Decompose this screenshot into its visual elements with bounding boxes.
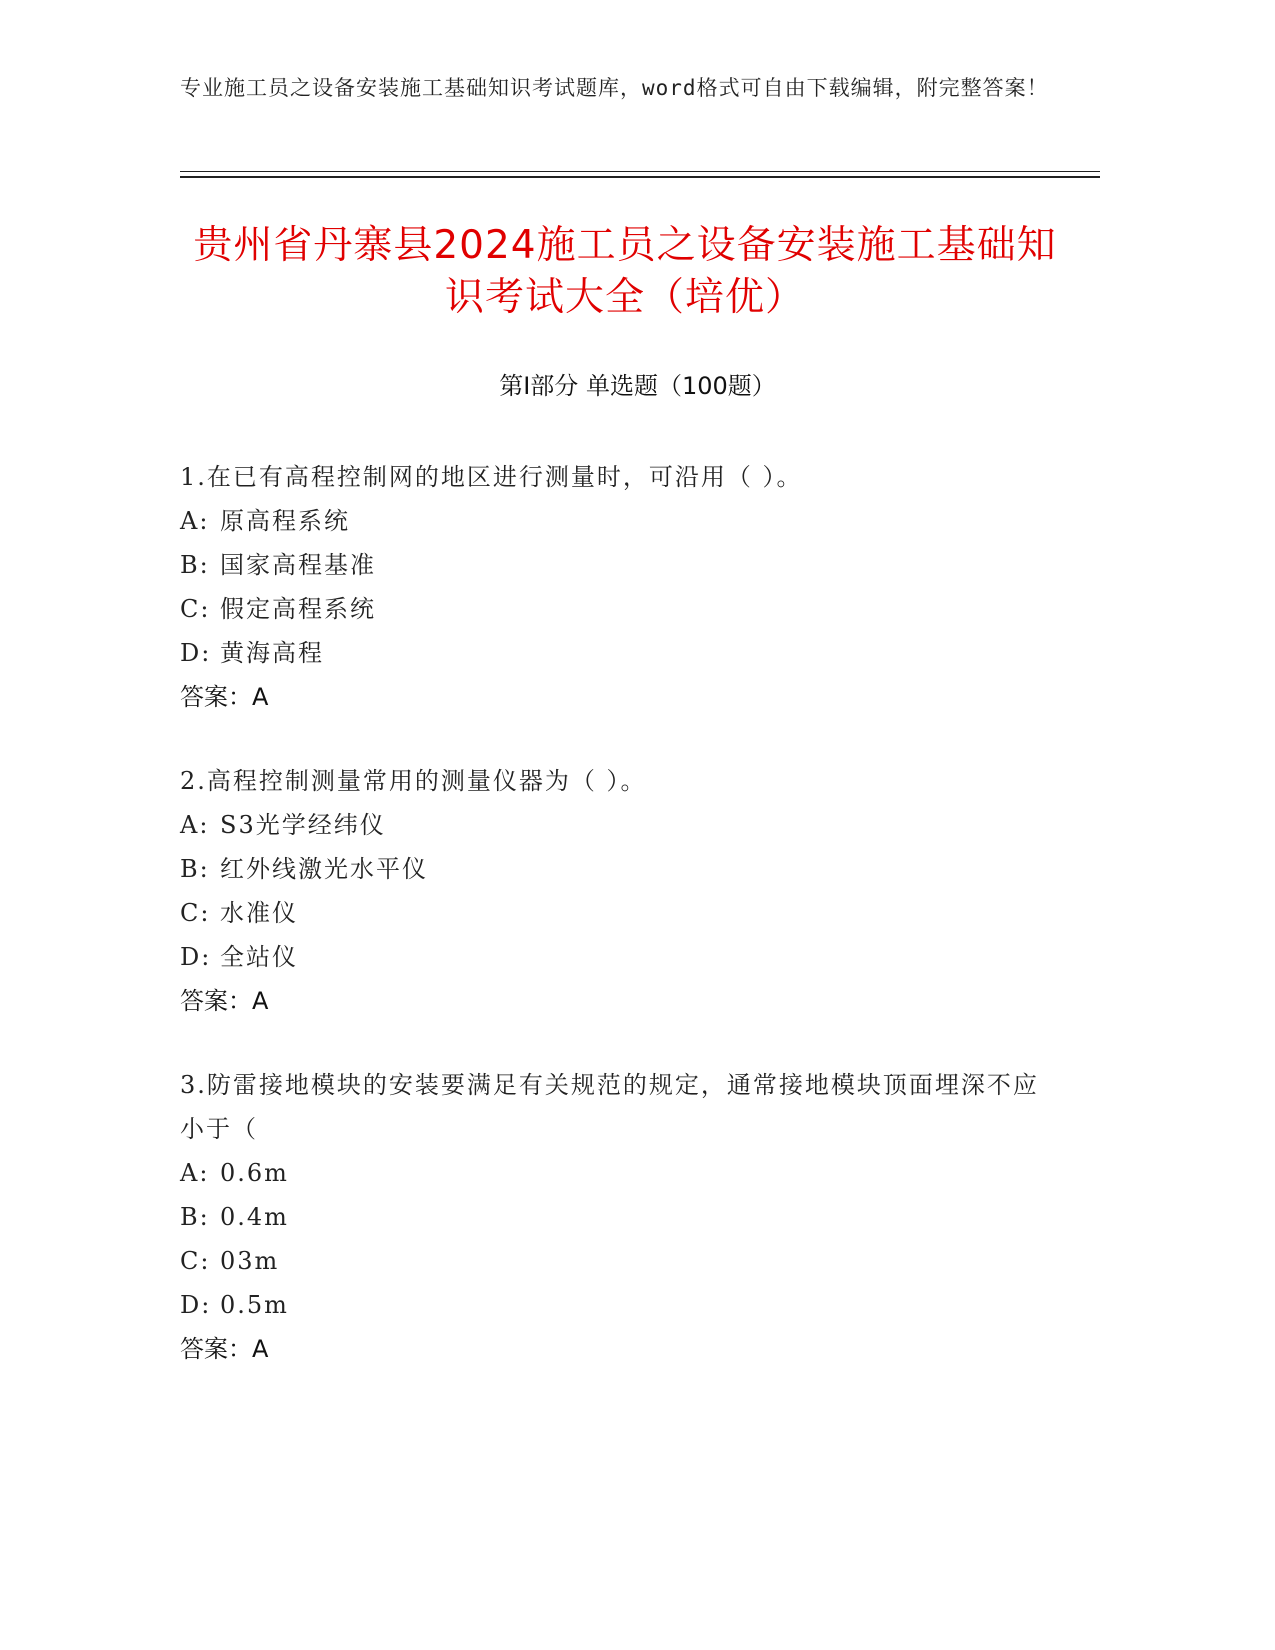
option-b <box>180 847 1060 891</box>
option-text: 原高程系统 <box>220 507 350 535</box>
option-a <box>180 1151 1060 1195</box>
question-text: 3.防雷接地模块的安装要满足有关规范的规定，通常接地模块顶面埋深不应小于（ <box>180 1071 1039 1143</box>
header-divider-thin <box>180 171 1100 172</box>
option-text: 全站仪 <box>220 943 298 971</box>
option-text: 红外线激光水平仪 <box>220 855 428 883</box>
option-label: B: <box>180 551 210 579</box>
document-title: 贵州省丹寨县2024施工员之设备安装施工基础知识考试大全（培优） <box>193 223 1057 320</box>
option-text: S3光学经纬仪 <box>220 811 386 839</box>
option-label: B: <box>180 855 210 883</box>
option-a <box>180 803 1060 847</box>
answer-line: 答案：A <box>180 683 269 711</box>
question-text: 1.在已有高程控制网的地区进行测量时，可沿用（ ）。 <box>180 463 803 491</box>
option-label: C: <box>180 1247 211 1275</box>
question-text: 2.高程控制测量常用的测量仪器为（ ）。 <box>180 767 647 795</box>
option-text: 水准仪 <box>220 899 298 927</box>
option-label: D: <box>180 943 212 971</box>
option-text: 黄海高程 <box>220 639 324 667</box>
header-note: 专业施工员之设备安装施工基础知识考试题库，word格式可自由下载编辑，附完整答案！ <box>180 76 1049 100</box>
question-list <box>180 455 1060 1411</box>
option-label: A: <box>180 507 210 535</box>
option-text: 0.5m <box>220 1291 289 1319</box>
answer-line: 答案：A <box>180 1335 269 1363</box>
option-text: 国家高程基准 <box>220 551 376 579</box>
question-item <box>180 1063 1060 1371</box>
question-item <box>180 759 1060 1023</box>
option-c <box>180 587 1060 631</box>
option-label: D: <box>180 639 212 667</box>
option-label: C: <box>180 595 211 623</box>
option-label: A: <box>180 811 210 839</box>
option-d <box>180 1283 1060 1327</box>
option-label: B: <box>180 1203 210 1231</box>
option-label: C: <box>180 899 211 927</box>
option-text: 03m <box>220 1247 280 1275</box>
option-text: 假定高程系统 <box>220 595 376 623</box>
option-c <box>180 891 1060 935</box>
option-b <box>180 543 1060 587</box>
option-d <box>180 935 1060 979</box>
option-label: D: <box>180 1291 212 1319</box>
question-item <box>180 455 1060 719</box>
option-text: 0.6m <box>220 1159 289 1187</box>
option-label: A: <box>180 1159 210 1187</box>
option-c <box>180 1239 1060 1283</box>
answer-line: 答案：A <box>180 987 269 1015</box>
option-a <box>180 499 1060 543</box>
option-d <box>180 631 1060 675</box>
option-text: 0.4m <box>220 1203 289 1231</box>
section-heading: 第Ⅰ部分 单选题（100题） <box>499 372 776 400</box>
option-b <box>180 1195 1060 1239</box>
header-divider-thick <box>180 176 1100 178</box>
